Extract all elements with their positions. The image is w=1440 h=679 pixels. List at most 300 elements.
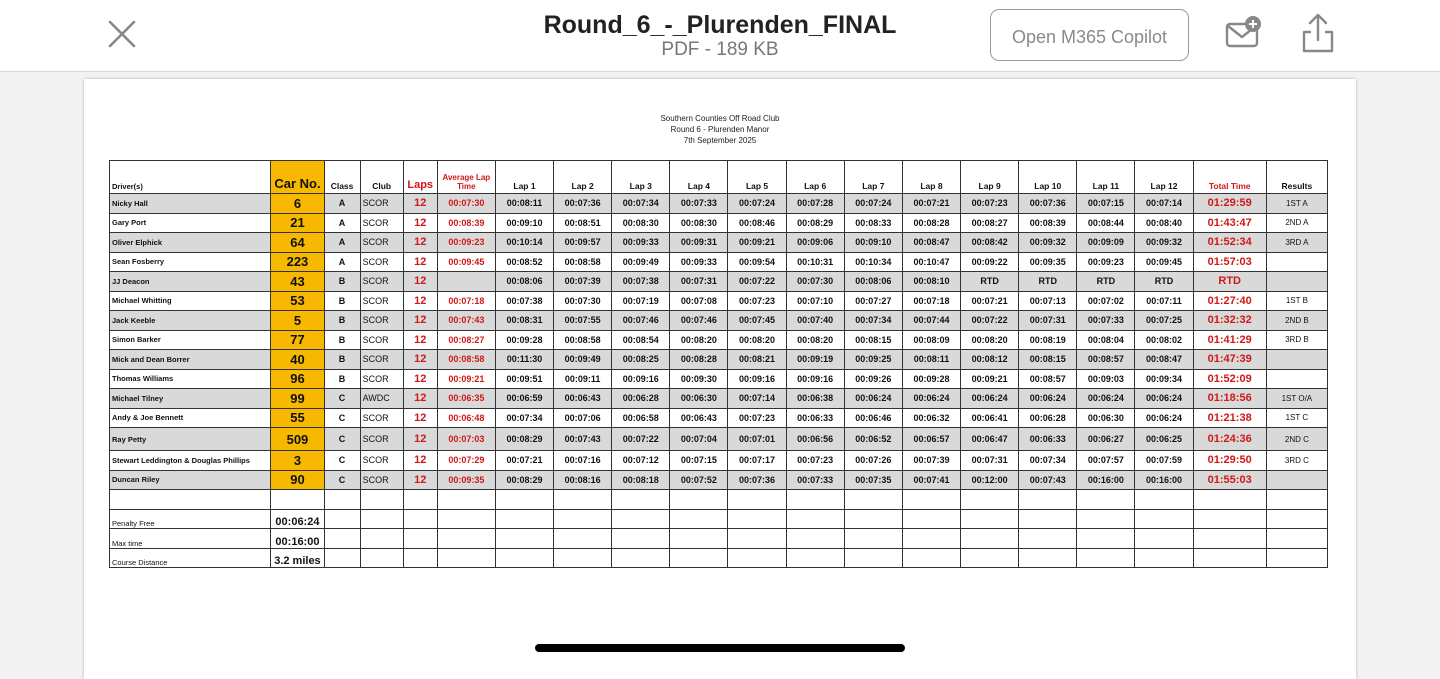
empty-cell [670,548,728,568]
empty-cell [961,529,1019,549]
class-cell: A [324,194,360,214]
result-cell [1266,470,1327,490]
lap-time-cell: 00:07:27 [844,291,902,311]
lap-time-cell: 00:06:30 [1077,408,1135,428]
lap-time-cell: 00:07:16 [554,451,612,471]
empty-cell [844,490,902,510]
header-line: Southern Counties Off Road Club [660,114,780,123]
result-cell: 1ST C [1266,408,1327,428]
lap-time-cell: 00:09:28 [495,330,553,350]
document-title: Round_6_-_Plurenden_FINAL [543,11,897,39]
average-lap-cell: 00:07:30 [437,194,495,214]
average-lap-cell: 00:09:21 [437,369,495,389]
pdf-page [84,79,1356,679]
lap-time-cell: 00:07:34 [844,311,902,331]
column-header: Lap 7 [844,161,902,194]
lap-time-cell: 00:08:15 [844,330,902,350]
empty-cell [495,490,553,510]
mail-add-icon[interactable] [1224,14,1264,54]
lap-time-cell: 00:09:25 [844,350,902,370]
total-time-cell: 01:52:34 [1193,233,1266,253]
empty-cell [495,548,553,568]
lap-time-cell: 00:08:58 [554,252,612,272]
lap-time-cell: 00:07:26 [844,451,902,471]
lap-time-cell: 00:06:47 [961,428,1019,451]
lap-time-cell: 00:07:24 [728,194,786,214]
lap-time-cell: 00:09:03 [1077,369,1135,389]
empty-cell [612,548,670,568]
driver-cell: Oliver Elphick [110,233,271,253]
empty-cell [554,490,612,510]
club-cell: SCOR [360,272,403,292]
laps-cell: 12 [403,470,437,490]
table-row [110,350,1328,370]
empty-cell [1019,548,1077,568]
column-header: Lap 5 [728,161,786,194]
class-cell: B [324,330,360,350]
laps-cell: 12 [403,311,437,331]
lap-time-cell: 00:08:44 [1077,213,1135,233]
lap-time-cell: 00:08:57 [1019,369,1077,389]
table-row [110,233,1328,253]
class-cell: A [324,213,360,233]
lap-time-cell: 00:06:59 [495,389,553,409]
total-time-cell: 01:29:50 [1193,451,1266,471]
column-header: Laps [403,161,437,194]
average-lap-cell: 00:07:29 [437,451,495,471]
empty-cell [786,509,844,529]
total-time-cell: 01:24:36 [1193,428,1266,451]
empty-cell [495,509,553,529]
empty-cell [1193,529,1266,549]
result-cell: 1ST B [1266,291,1327,311]
empty-cell [612,490,670,510]
column-header: Lap 2 [554,161,612,194]
lap-time-cell: 00:07:21 [961,291,1019,311]
empty-cell [1135,490,1193,510]
lap-time-cell: 00:10:31 [786,252,844,272]
lap-time-cell: 00:07:23 [961,194,1019,214]
lap-time-cell: 00:08:27 [961,213,1019,233]
club-cell: SCOR [360,194,403,214]
lap-time-cell: 00:07:21 [902,194,960,214]
driver-cell: Gary Port [110,213,271,233]
open-copilot-button[interactable]: Open M365 Copilot [990,9,1189,61]
lap-time-cell: 00:08:11 [495,194,553,214]
lap-time-cell: 00:08:12 [961,350,1019,370]
total-time-cell: RTD [1193,272,1266,292]
lap-time-cell: 00:07:39 [902,451,960,471]
lap-time-cell: 00:08:47 [1135,350,1193,370]
laps-cell: 12 [403,330,437,350]
lap-time-cell: 00:07:13 [1019,291,1077,311]
lap-time-cell: 00:06:24 [902,389,960,409]
average-lap-cell: 00:09:23 [437,233,495,253]
driver-cell: JJ Deacon [110,272,271,292]
empty-cell [1193,548,1266,568]
result-cell: 3RD A [1266,233,1327,253]
driver-cell: Mick and Dean Borrer [110,350,271,370]
lap-time-cell: 00:07:33 [1077,311,1135,331]
lap-time-cell: 00:09:57 [554,233,612,253]
empty-cell [324,490,360,510]
club-cell: SCOR [360,311,403,331]
lap-time-cell: RTD [1077,272,1135,292]
lap-time-cell: 00:07:38 [495,291,553,311]
car-number-cell: 64 [271,233,324,253]
result-cell: 2ND B [1266,311,1327,331]
result-cell: 2ND A [1266,213,1327,233]
club-cell: SCOR [360,369,403,389]
total-time-cell: 01:27:40 [1193,291,1266,311]
car-number-cell: 99 [271,389,324,409]
lap-time-cell: 00:09:21 [728,233,786,253]
lap-time-cell: 00:07:33 [786,470,844,490]
share-icon[interactable] [1298,12,1338,54]
empty-cell [360,529,403,549]
car-number-cell: 55 [271,408,324,428]
empty-cell [271,490,324,510]
table-row [110,194,1328,214]
lap-time-cell: RTD [961,272,1019,292]
laps-cell: 12 [403,428,437,451]
lap-time-cell: 00:09:49 [554,350,612,370]
club-cell: AWDC [360,389,403,409]
summary-row [110,509,1328,529]
club-cell: SCOR [360,252,403,272]
summary-row [110,529,1328,549]
lap-time-cell: 00:07:46 [612,311,670,331]
lap-time-cell: 00:08:02 [1135,330,1193,350]
summary-value: 00:06:24 [271,509,324,529]
lap-time-cell: 00:07:39 [554,272,612,292]
lap-time-cell: 00:09:49 [612,252,670,272]
class-cell: A [324,233,360,253]
empty-cell [360,509,403,529]
club-cell: SCOR [360,330,403,350]
column-header: Class [324,161,360,194]
lap-time-cell: 00:09:51 [495,369,553,389]
class-cell: B [324,350,360,370]
lap-time-cell: 00:08:19 [1019,330,1077,350]
column-header: Lap 8 [902,161,960,194]
laps-cell: 12 [403,194,437,214]
empty-cell [670,490,728,510]
lap-time-cell: 00:06:46 [844,408,902,428]
empty-cell [324,529,360,549]
lap-time-cell: 00:06:30 [670,389,728,409]
summary-label: Penalty Free [110,509,271,529]
column-header: Lap 4 [670,161,728,194]
results-body [110,161,1328,568]
driver-cell: Ray Petty [110,428,271,451]
empty-cell [1077,529,1135,549]
column-header: Driver(s) [110,161,271,194]
column-header: Average Lap Time [437,161,495,194]
lap-time-cell: 00:07:11 [1135,291,1193,311]
lap-time-cell: 00:09:11 [554,369,612,389]
lap-time-cell: 00:07:15 [670,451,728,471]
empty-cell [670,529,728,549]
lap-time-cell: 00:09:26 [844,369,902,389]
empty-cell [403,509,437,529]
lap-time-cell: 00:09:22 [961,252,1019,272]
lap-time-cell: 00:07:19 [612,291,670,311]
empty-row [110,490,1328,510]
car-number-cell: 509 [271,428,324,451]
table-row [110,291,1328,311]
empty-cell [1077,548,1135,568]
total-time-cell: 01:55:03 [1193,470,1266,490]
average-lap-cell: 00:08:39 [437,213,495,233]
total-time-cell: 01:32:32 [1193,311,1266,331]
title-block [420,10,1020,60]
club-cell: SCOR [360,350,403,370]
lap-time-cell: 00:09:34 [1135,369,1193,389]
lap-time-cell: 00:08:28 [902,213,960,233]
lap-time-cell: 00:09:32 [1019,233,1077,253]
lap-time-cell: 00:06:43 [554,389,612,409]
lap-time-cell: 00:07:23 [728,408,786,428]
result-cell [1266,369,1327,389]
lap-time-cell: 00:07:10 [786,291,844,311]
column-header: Lap 6 [786,161,844,194]
driver-cell: Sean Fosberry [110,252,271,272]
lap-time-cell: 00:07:15 [1077,194,1135,214]
average-lap-cell: 00:07:03 [437,428,495,451]
table-row [110,428,1328,451]
empty-cell [437,548,495,568]
lap-time-cell: 00:08:21 [728,350,786,370]
lap-time-cell: 00:08:31 [495,311,553,331]
laps-cell: 12 [403,252,437,272]
car-number-cell: 90 [271,470,324,490]
lap-time-cell: 00:07:34 [612,194,670,214]
lap-time-cell: 00:07:22 [961,311,1019,331]
empty-cell [1077,490,1135,510]
empty-cell [786,529,844,549]
empty-cell [554,509,612,529]
empty-cell [110,490,271,510]
summary-label: Course Distance [110,548,271,568]
lap-time-cell: 00:06:24 [1077,389,1135,409]
lap-time-cell: 00:08:54 [612,330,670,350]
lap-time-cell: 00:06:24 [1135,389,1193,409]
car-number-cell: 96 [271,369,324,389]
lap-time-cell: 00:08:33 [844,213,902,233]
table-row [110,451,1328,471]
average-lap-cell: 00:08:58 [437,350,495,370]
club-cell: SCOR [360,428,403,451]
laps-cell: 12 [403,233,437,253]
empty-cell [324,548,360,568]
lap-time-cell: 00:09:23 [1077,252,1135,272]
empty-cell [1266,529,1327,549]
average-lap-cell: 00:07:43 [437,311,495,331]
lap-time-cell: 00:08:29 [786,213,844,233]
empty-cell [1019,529,1077,549]
lap-time-cell: 00:08:30 [612,213,670,233]
car-number-cell: 3 [271,451,324,471]
lap-time-cell: 00:08:11 [902,350,960,370]
lap-time-cell: 00:07:23 [728,291,786,311]
home-indicator[interactable] [535,644,905,652]
lap-time-cell: 00:09:16 [728,369,786,389]
column-header: Results [1266,161,1327,194]
class-cell: C [324,389,360,409]
lap-time-cell: 00:09:16 [612,369,670,389]
car-number-cell: 53 [271,291,324,311]
average-lap-cell: 00:08:27 [437,330,495,350]
empty-cell [1266,548,1327,568]
result-cell: 1ST A [1266,194,1327,214]
empty-cell [403,490,437,510]
lap-time-cell: 00:08:30 [670,213,728,233]
summary-row [110,548,1328,568]
lap-time-cell: 00:07:24 [844,194,902,214]
average-lap-cell: 00:07:18 [437,291,495,311]
lap-time-cell: 00:07:28 [786,194,844,214]
lap-time-cell: 00:07:44 [902,311,960,331]
lap-time-cell: 00:08:06 [495,272,553,292]
empty-cell [728,490,786,510]
car-number-cell: 6 [271,194,324,214]
laps-cell: 12 [403,369,437,389]
lap-time-cell: RTD [1019,272,1077,292]
car-number-cell: 43 [271,272,324,292]
lap-time-cell: 00:07:22 [612,428,670,451]
driver-cell: Jack Keeble [110,311,271,331]
empty-cell [437,490,495,510]
laps-cell: 12 [403,389,437,409]
lap-time-cell: 00:06:27 [1077,428,1135,451]
lap-time-cell: 00:07:34 [495,408,553,428]
class-cell: B [324,291,360,311]
total-time-cell: 01:29:59 [1193,194,1266,214]
average-lap-cell [437,272,495,292]
lap-time-cell: 00:06:56 [786,428,844,451]
empty-cell [1019,509,1077,529]
empty-cell [1193,509,1266,529]
empty-cell [495,529,553,549]
car-number-cell: 223 [271,252,324,272]
lap-time-cell: 00:07:55 [554,311,612,331]
lap-time-cell: 00:07:43 [1019,470,1077,490]
column-header: Total Time [1193,161,1266,194]
lap-time-cell: 00:06:58 [612,408,670,428]
lap-time-cell: 00:09:54 [728,252,786,272]
empty-cell [1019,490,1077,510]
lap-time-cell: 00:07:36 [728,470,786,490]
lap-time-cell: 00:07:52 [670,470,728,490]
total-time-cell: 01:47:39 [1193,350,1266,370]
lap-time-cell: 00:16:00 [1135,470,1193,490]
lap-time-cell: 00:06:38 [786,389,844,409]
table-header-row [110,161,1328,194]
table-row [110,213,1328,233]
empty-cell [844,548,902,568]
lap-time-cell: 00:10:14 [495,233,553,253]
driver-cell: Nicky Hall [110,194,271,214]
lap-time-cell: 00:06:33 [1019,428,1077,451]
lap-time-cell: 00:08:20 [670,330,728,350]
empty-cell [728,509,786,529]
empty-cell [360,548,403,568]
laps-cell: 12 [403,213,437,233]
lap-time-cell: 00:06:25 [1135,428,1193,451]
driver-cell: Duncan Riley [110,470,271,490]
result-cell: 3RD B [1266,330,1327,350]
lap-time-cell: 00:07:06 [554,408,612,428]
lap-time-cell: 00:09:19 [786,350,844,370]
lap-time-cell: 00:07:08 [670,291,728,311]
driver-cell: Thomas Williams [110,369,271,389]
lap-time-cell: 00:07:36 [1019,194,1077,214]
empty-cell [1266,490,1327,510]
club-cell: SCOR [360,451,403,471]
table-row [110,369,1328,389]
lap-time-cell: 00:09:06 [786,233,844,253]
class-cell: C [324,470,360,490]
lap-time-cell: 00:06:24 [1135,408,1193,428]
table-row [110,272,1328,292]
column-header: Lap 10 [1019,161,1077,194]
driver-cell: Michael Tilney [110,389,271,409]
empty-cell [1266,509,1327,529]
lap-time-cell: 00:06:52 [844,428,902,451]
average-lap-cell: 00:06:35 [437,389,495,409]
lap-time-cell: 00:07:45 [728,311,786,331]
club-cell: SCOR [360,233,403,253]
class-cell: B [324,272,360,292]
lap-time-cell: 00:07:35 [844,470,902,490]
result-cell [1266,252,1327,272]
document-subtitle: PDF - 189 KB [661,39,779,60]
lap-time-cell: 00:07:30 [554,291,612,311]
lap-time-cell: 00:06:43 [670,408,728,428]
lap-time-cell: 00:08:29 [495,470,553,490]
lap-time-cell: 00:10:34 [844,252,902,272]
lap-time-cell: 00:09:21 [961,369,1019,389]
empty-cell [612,529,670,549]
empty-cell [554,548,612,568]
lap-time-cell: 00:06:24 [844,389,902,409]
lap-time-cell: 00:06:32 [902,408,960,428]
car-number-cell: 21 [271,213,324,233]
lap-time-cell: 00:08:20 [728,330,786,350]
club-cell: SCOR [360,408,403,428]
lap-time-cell: 00:08:04 [1077,330,1135,350]
lap-time-cell: 00:08:52 [495,252,553,272]
lap-time-cell: 00:07:23 [786,451,844,471]
column-header: Lap 12 [1135,161,1193,194]
close-icon[interactable] [104,16,140,52]
empty-cell [844,509,902,529]
empty-cell [728,529,786,549]
total-time-cell: 01:18:56 [1193,389,1266,409]
empty-cell [437,509,495,529]
header-line: Round 6 - Plurenden Manor [670,125,770,134]
toolbar [0,0,1440,72]
laps-cell: 12 [403,451,437,471]
lap-time-cell: 00:08:15 [1019,350,1077,370]
lap-time-cell: 00:08:20 [961,330,1019,350]
class-cell: B [324,311,360,331]
empty-cell [554,529,612,549]
lap-time-cell: 00:07:59 [1135,451,1193,471]
empty-cell [902,548,960,568]
total-time-cell: 01:57:03 [1193,252,1266,272]
